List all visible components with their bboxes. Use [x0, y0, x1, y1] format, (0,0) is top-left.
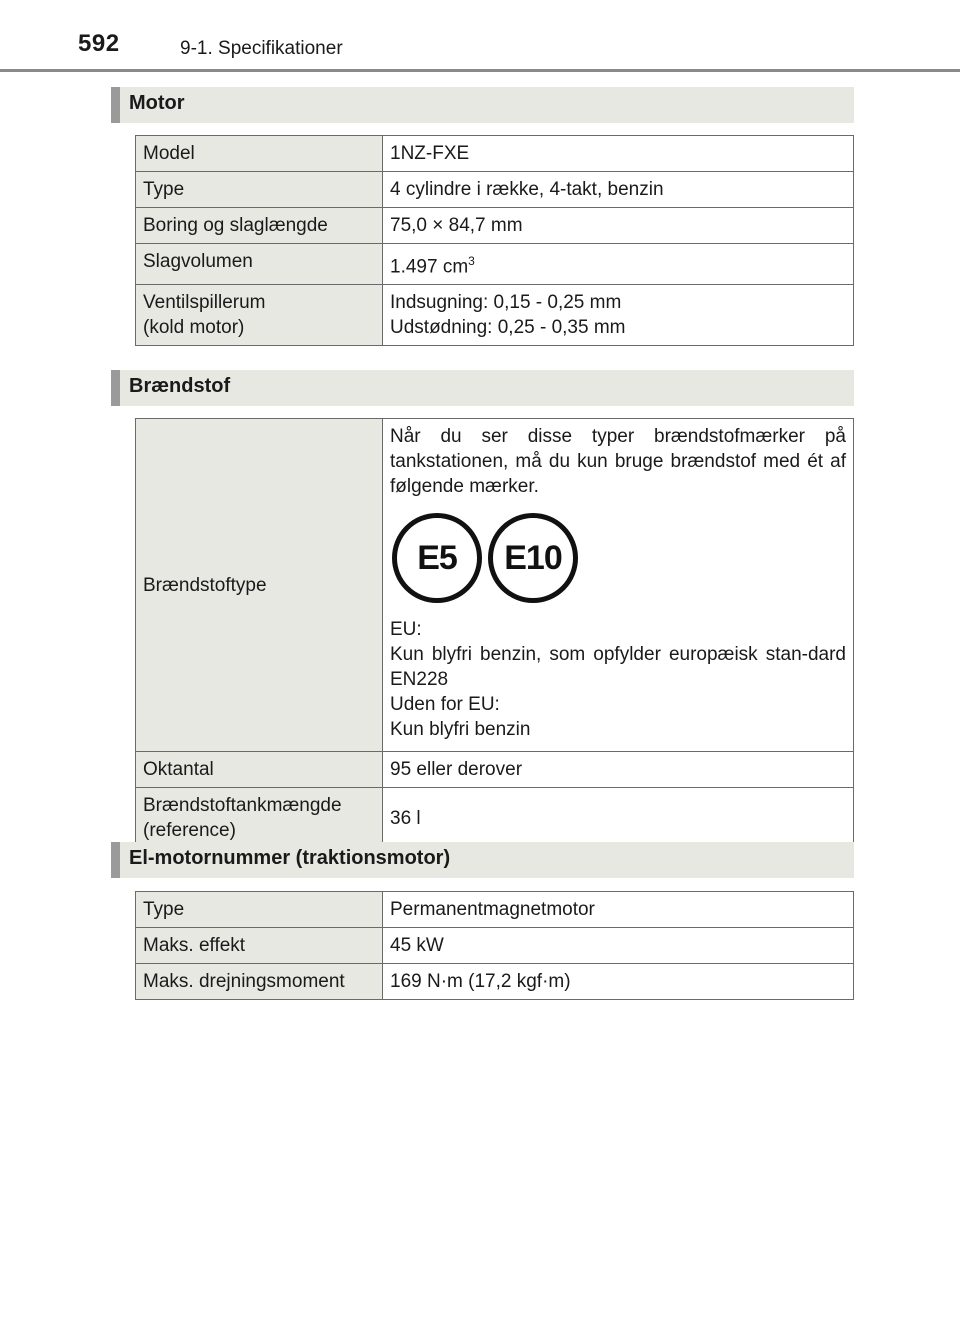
spec-value: 4 cylindre i række, 4-takt, benzin [383, 172, 854, 208]
section-title: Brændstof [129, 375, 231, 397]
spec-value [383, 285, 854, 346]
fuel-spec-table [135, 418, 854, 849]
eu-label: EU: [390, 619, 422, 640]
table-row [136, 752, 854, 788]
spec-value-line: Udstødning: 0,25 - 0,35 mm [390, 317, 626, 339]
table-row [136, 892, 854, 928]
spec-label: Oktantal [136, 752, 383, 788]
spec-label [136, 285, 383, 346]
page-number: 592 [78, 30, 120, 57]
e5-fuel-badge-icon: E5 [392, 513, 482, 603]
eu-text: Kun blyfri benzin, som opfylder europæisk stan-dard EN228 [390, 644, 846, 690]
spec-value-line: Indsugning: 0,15 - 0,25 mm [390, 292, 622, 314]
spec-label: Maks. effekt [136, 928, 383, 964]
spec-value: 1NZ-FXE [383, 136, 854, 172]
fuel-badges [392, 513, 846, 603]
chapter-title: 9-1. Specifikationer [180, 38, 343, 59]
spec-label [136, 788, 383, 849]
table-row [136, 419, 854, 752]
non-eu-label: Uden for EU: [390, 694, 500, 715]
spec-label: Brændstoftype [136, 419, 383, 752]
fuel-type-intro: Når du ser disse typer brændstofmærker på tankstationen, må du kun bruge brændstof med ét af følgende mærker. [390, 426, 846, 497]
section-header-electric-motor [111, 842, 854, 878]
spec-label-line: Ventilspillerum [143, 292, 266, 314]
table-row [136, 285, 854, 346]
spec-value: 95 eller derover [383, 752, 854, 788]
spec-value: 36 l [383, 788, 854, 849]
spec-value: Permanentmagnetmotor [383, 892, 854, 928]
motor-spec-table [135, 135, 854, 346]
spec-label: Maks. drejningsmoment [136, 964, 383, 1000]
spec-value: 169 N·m (17,2 kgf·m) [383, 964, 854, 1000]
section-header-motor [111, 87, 854, 123]
table-row [136, 136, 854, 172]
table-row [136, 244, 854, 285]
table-row [136, 928, 854, 964]
table-row [136, 788, 854, 849]
spec-label: Slagvolumen [136, 244, 383, 285]
spec-value: 45 kW [383, 928, 854, 964]
spec-label: Model [136, 136, 383, 172]
electric-motor-spec-table [135, 891, 854, 1000]
non-eu-text: Kun blyfri benzin [390, 719, 531, 740]
table-row [136, 208, 854, 244]
spec-value: 75,0 × 84,7 mm [383, 208, 854, 244]
header-rule [0, 69, 960, 72]
spec-label: Type [136, 172, 383, 208]
section-title: Motor [129, 92, 185, 114]
spec-label-line: (reference) [143, 820, 236, 841]
table-row [136, 964, 854, 1000]
spec-value [383, 419, 854, 752]
spec-value [383, 244, 854, 285]
displacement-unit-exponent: 3 [468, 254, 475, 268]
section-title: El-motornummer (traktionsmotor) [129, 847, 451, 869]
section-header-fuel [111, 370, 854, 406]
displacement-value: 1.497 cm [390, 256, 469, 278]
table-row [136, 172, 854, 208]
e10-fuel-badge-icon: E10 [488, 513, 578, 603]
spec-label: Boring og slaglængde [136, 208, 383, 244]
spec-label-line: (kold motor) [143, 317, 245, 339]
spec-label-line: Brændstoftankmængde [143, 795, 342, 816]
spec-label: Type [136, 892, 383, 928]
